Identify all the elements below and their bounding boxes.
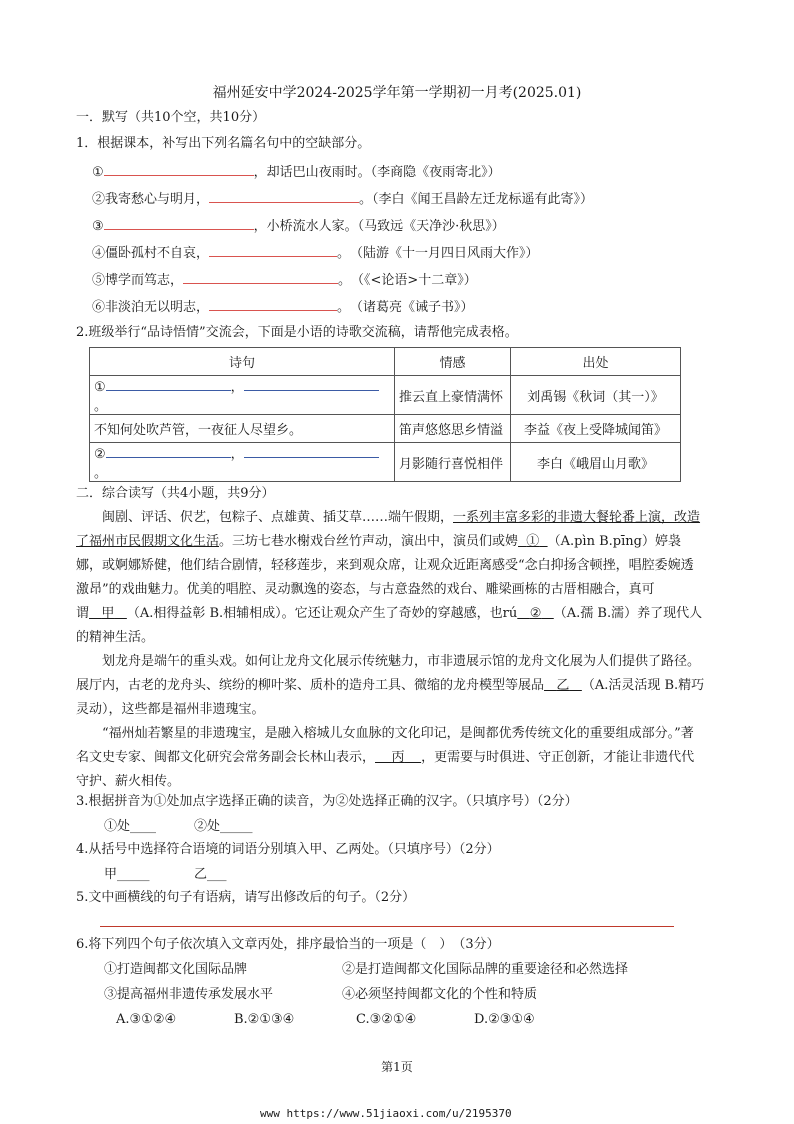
answer-blank[interactable] (209, 188, 359, 203)
blank-bing: 丙 (391, 750, 405, 765)
blank-mark-2: ② (529, 606, 542, 621)
recite-item-1: ① ，却话巴山夜雨时。（李商隐《夜雨寄北》） (92, 161, 501, 183)
table-header-row (90, 348, 681, 376)
choice-c[interactable]: C.③②①④ (356, 1012, 417, 1027)
underlined-sentence: 一系列丰富多彩的非遗大餐轮番上演，改造了福州市民假期文化生活 (76, 510, 701, 549)
choice-a[interactable]: A.③①②④ (116, 1012, 177, 1027)
source-url: www https://www.51jiaoxi.com/u/2195370 (260, 1107, 512, 1120)
q6-sentence-4: ④必须坚持闽都文化的个性和特质 (342, 987, 538, 1002)
question-4: 4.从括号中选择符合语境的词语分别填入甲、乙两处。（只填序号）（2分） (76, 842, 500, 857)
q4-answer-yi[interactable]: 乙___ (194, 867, 227, 882)
q4-answer-jia[interactable]: 甲_____ (104, 867, 150, 882)
table-row (90, 443, 681, 482)
verse-cell: 不知何处吹芦管，一夜征人尽望乡。 (90, 415, 395, 443)
table-header: 出处 (511, 348, 681, 376)
section2-heading: 二．综合读写（共4小题，共9分） (76, 486, 275, 501)
source-cell: 李白《峨眉山月歌》 (511, 443, 681, 482)
page-number: 第1页 (381, 1060, 413, 1074)
emotion-cell: 推云直上豪情满怀 (395, 376, 511, 415)
question-2: 2.班级举行“品诗悟情”交流会，下面是小语的诗歌交流稿，请帮他完成表格。 (76, 325, 518, 340)
answer-blank[interactable] (106, 443, 231, 458)
emotion-cell: 月影随行喜悦相伴 (395, 443, 511, 482)
section1-heading: 一．默写（共10个空，共10分） (76, 110, 266, 125)
emotion-cell: 笛声悠悠思乡情溢 (395, 415, 511, 443)
answer-blank[interactable] (244, 443, 379, 458)
q6-sentence-1: ①打造闽都文化国际品牌 (104, 962, 248, 977)
recite-item-4: ④僵卧孤村不自哀， 。 （陆游《十一月四日风雨大作》） (92, 242, 539, 264)
choice-b[interactable]: B.②①③④ (234, 1012, 295, 1027)
source-cell: 刘禹锡《秋词（其一）》 (511, 376, 681, 415)
blank-yi: 乙 (556, 678, 570, 693)
table-row (90, 415, 681, 443)
answer-blank[interactable] (183, 269, 338, 284)
q6-sentence-3: ③提高福州非遗传承发展水平 (104, 987, 274, 1002)
answer-blank[interactable] (106, 376, 231, 391)
q3-answer-2[interactable]: ②处_____ (194, 819, 253, 834)
answer-blank[interactable] (209, 242, 337, 257)
table-header: 诗句 (90, 348, 395, 376)
recite-item-6: ⑥非淡泊无以明志， 。 （诸葛亮《诫子书》） (92, 296, 474, 318)
choice-d[interactable]: D.②③①④ (474, 1012, 535, 1027)
question-6: 6.将下列四个句子依次填入文章丙处，排序最恰当的一项是（ ） （3分） (76, 937, 500, 952)
recite-item-2: ②我寄愁心与明月， 。（李白《闻王昌龄左迁龙标遥有此寄》） (92, 188, 593, 210)
passage-paragraph-1: 闽剧、评话、伬艺，包粽子、点雄黄、插艾草……端午假期，一系列丰富多彩的非遗大餐轮番上演，改造了福州市民假期文化生活。三坊七巷水榭戏台丝竹声动，演出中，演员们或娉 ① （A.pìn B.pīng）婷袅娜，或婀娜矫健，他们结合剧情，轻移莲步，来到观众席，让观众近距离感受“念白抑扬含顿挫，唱腔委婉透激昂”的戏曲魅力。优美的唱腔、灵动飘逸的姿态，与古意盎然的戏台、雕梁画栋的古厝相融合，真可谓 甲 （A.相得益彰 B.相辅相成）。它还让观众产生了奇妙的穿越感，也rú ② （A.孺 B.濡）养了现代人的精神生活。 (76, 510, 703, 645)
poem-table (89, 347, 681, 482)
answer-blank[interactable] (104, 161, 254, 176)
answer-blank[interactable] (104, 215, 254, 230)
blank-jia: 甲 (101, 606, 115, 621)
recite-item-5: ⑤博学而笃志， 。 （《<论语>十二章》） (92, 269, 477, 291)
table-header: 情感 (395, 348, 511, 376)
table-row (90, 376, 681, 415)
verse-cell: ② ，。 (90, 443, 395, 482)
q3-answer-1[interactable]: ①处____ (104, 819, 157, 834)
question-1: 1．根据课本，补写出下列名篇名句中的空缺部分。 (76, 136, 371, 151)
q6-sentence-2: ②是打造闽都文化国际品牌的重要途径和必然选择 (342, 962, 629, 977)
recite-item-3: ③ ，小桥流水人家。（马致远《天净沙·秋思》） (92, 215, 505, 237)
answer-blank[interactable] (244, 376, 379, 391)
blank-mark-1: ① (526, 534, 540, 549)
passage-paragraph-2: 划龙舟是端午的重头戏。如何让龙舟文化展示传统魅力，市非遗展示馆的龙舟文化展为人们提供了路径。展厅内，古老的龙舟头、缤纷的柳叶桨、质朴的造舟工具、微缩的龙舟模型等展品 乙 （A.活灵活现 B.精巧灵动），这些都是福州非遗瑰宝。 (76, 654, 705, 717)
source-cell: 李益《夜上受降城闻笛》 (511, 415, 681, 443)
q5-answer-line[interactable] (100, 926, 674, 927)
verse-cell: ① ，。 (90, 376, 395, 415)
question-3: 3.根据拼音为①处加点字选择正确的读音，为②处选择正确的汉字。（只填序号）（2分） (76, 794, 578, 809)
passage-paragraph-3: “福州灿若繁星的非遗瑰宝，是融入榕城儿女血脉的文化印记，是闽都优秀传统文化的重要组成部分。”著名文史专家、闽都文化研究会常务副会长林山表示， 丙 ，更需要与时俱进、守正创新，才能让非遗代代守护、薪火相传。 (76, 726, 695, 789)
page-title: 福州延安中学2024-2025学年第一学期初一月考(2025.01) (212, 85, 582, 101)
answer-blank[interactable] (209, 296, 337, 311)
question-5: 5.文中画横线的句子有语病，请写出修改后的句子。（2分） (76, 890, 416, 905)
